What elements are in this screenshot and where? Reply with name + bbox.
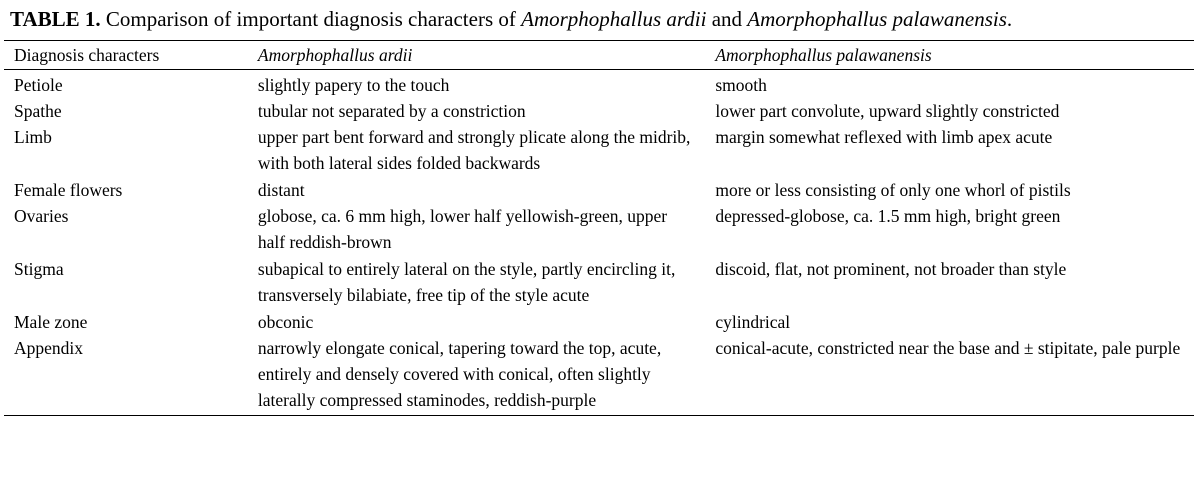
cell-character: Stigma — [14, 259, 64, 279]
table-row — [4, 176, 1194, 203]
cell-ardii: tubular not separated by a constriction — [257, 101, 526, 121]
cell-palawanensis: discoid, flat, not prominent, not broader than style — [715, 259, 1067, 279]
column-header-palawanensis: Amorphophallus palawanensis — [705, 41, 1194, 70]
cell-ardii: subapical to entirely lateral on the style, partly encircling it, transversely bilabiate, free tip of the style acute — [257, 259, 676, 305]
cell-character: Appendix — [4, 335, 248, 416]
cell-palawanensis: depressed-globose, ca. 1.5 mm high, bright green — [715, 206, 1061, 226]
caption-species-ardii: Amorphophallus ardii — [521, 7, 707, 31]
table-row — [4, 70, 1194, 99]
table-row — [4, 203, 1194, 255]
caption-text-after: . — [1006, 7, 1013, 31]
comparison-table — [4, 40, 1194, 416]
table-row — [4, 255, 1194, 308]
table-row — [4, 308, 1194, 335]
cell-palawanensis: more or less consisting of only one whorl of pistils — [715, 180, 1071, 200]
table-header — [4, 41, 1194, 70]
cell-ardii: globose, ca. 6 mm high, lower half yellowish-green, upper half reddish-brown — [257, 206, 668, 252]
table-caption-label: TABLE 1. — [10, 7, 101, 31]
cell-character: Male zone — [14, 312, 88, 332]
caption-species-palawanensis: Amorphophallus palawanensis — [747, 7, 1007, 31]
cell-character: Spathe — [14, 101, 62, 121]
table-body — [4, 70, 1194, 416]
cell-palawanensis: lower part convolute, upward slightly constricted — [715, 101, 1060, 121]
cell-palawanensis: cylindrical — [715, 312, 791, 332]
cell-ardii: narrowly elongate conical, tapering toward the top, acute, entirely and densely covered with conical, often slightly laterally compressed staminodes, reddish-purple — [248, 335, 705, 416]
table-header-row — [4, 41, 1194, 70]
table-row — [4, 124, 1194, 176]
caption-text-before: Comparison of important diagnosis characters of — [100, 7, 522, 31]
cell-character: Limb — [14, 127, 52, 147]
table-caption — [10, 6, 1012, 32]
cell-ardii: slightly papery to the touch — [257, 75, 450, 95]
cell-palawanensis: smooth — [715, 75, 767, 95]
cell-ardii: upper part bent forward and strongly plicate along the midrib, with both lateral sides folded backwards — [257, 127, 691, 173]
cell-ardii: distant — [257, 180, 305, 200]
cell-ardii: obconic — [257, 312, 314, 332]
cell-character: Ovaries — [14, 206, 69, 226]
cell-character: Female flowers — [14, 180, 123, 200]
cell-palawanensis: conical-acute, constricted near the base and ± stipitate, pale purple — [705, 335, 1194, 416]
cell-palawanensis: margin somewhat reflexed with limb apex acute — [715, 127, 1053, 147]
caption-text-middle: and — [706, 7, 748, 31]
table-row — [4, 98, 1194, 124]
column-header-ardii: Amorphophallus ardii — [248, 41, 705, 70]
column-header-characters: Diagnosis characters — [4, 41, 248, 70]
cell-character: Petiole — [14, 75, 63, 95]
table-row — [4, 335, 1194, 416]
